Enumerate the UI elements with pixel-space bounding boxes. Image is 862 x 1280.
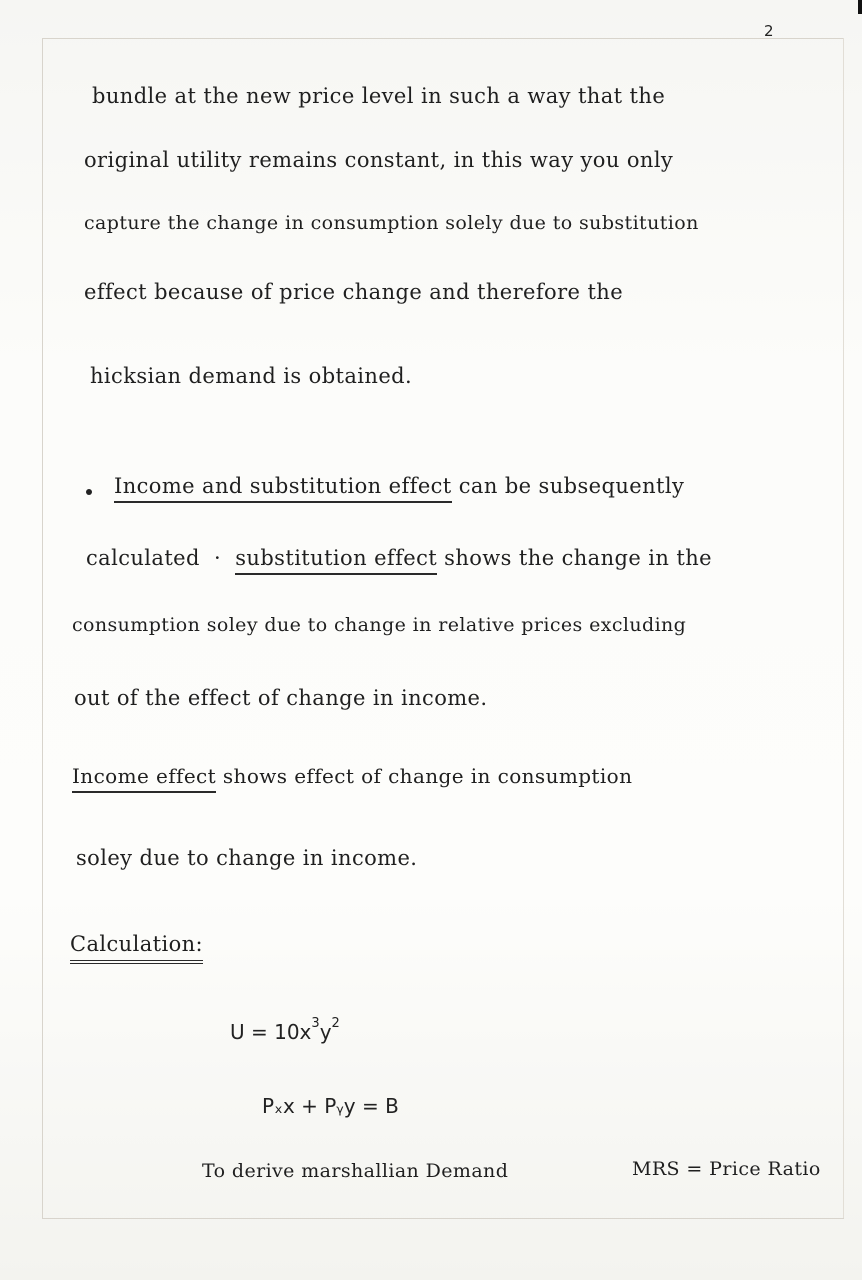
income-effect-line-2: soley due to change in income. bbox=[76, 846, 418, 870]
utility-y: y bbox=[319, 1020, 332, 1044]
mrs-line bbox=[632, 1160, 821, 1179]
utility-equation bbox=[230, 1016, 340, 1044]
calculation-heading: Calculation: bbox=[70, 932, 203, 964]
page-top-rule bbox=[42, 38, 844, 39]
calculation-heading-line bbox=[70, 934, 203, 955]
substitution-line-3: out of the effect of change in income. bbox=[74, 686, 488, 710]
marshallian-text: To derive marshallian Demand bbox=[202, 1160, 509, 1182]
bullet-icon bbox=[86, 489, 92, 495]
page-margin-line bbox=[42, 38, 43, 1218]
calculated-line bbox=[86, 548, 712, 569]
bullet-line bbox=[114, 476, 684, 497]
inline-bullet-icon: · bbox=[206, 546, 229, 570]
text-line-1: bundle at the new price level in such a way that the bbox=[92, 84, 666, 108]
income-effect-line bbox=[72, 766, 632, 786]
calculated-word: calculated bbox=[86, 546, 200, 570]
text-line-2: original utility remains constant, in this way you only bbox=[84, 148, 674, 172]
income-effect-label: Income effect bbox=[72, 764, 216, 793]
substitution-effect-label: substitution effect bbox=[235, 546, 437, 575]
utility-exponent-y: 2 bbox=[331, 1016, 340, 1032]
text-line-5: hicksian demand is obtained. bbox=[90, 364, 413, 388]
page-number: 2 bbox=[764, 22, 774, 40]
utility-lhs: U = 10x bbox=[230, 1020, 312, 1044]
page-right-line bbox=[843, 38, 844, 1218]
mrs-text: MRS = Price Ratio bbox=[632, 1158, 821, 1180]
income-effect-rest: shows effect of change in consumption bbox=[222, 764, 633, 788]
bullet-heading-rest: can be subsequently bbox=[458, 474, 685, 498]
marshallian-line bbox=[202, 1162, 508, 1181]
budget-constraint: Pₓx + Pᵧy = B bbox=[262, 1094, 399, 1118]
text-line-4: effect because of price change and therefore the bbox=[84, 280, 624, 304]
corner-mark bbox=[858, 0, 862, 14]
page-bottom-rule bbox=[42, 1218, 844, 1219]
text-line-3: capture the change in consumption solely due to substitution bbox=[84, 212, 699, 234]
bullet-heading: Income and substitution effect bbox=[114, 474, 452, 503]
substitution-effect-rest: shows the change in the bbox=[444, 546, 712, 570]
substitution-line-2: consumption soley due to change in relative prices excluding bbox=[72, 614, 687, 636]
utility-exponent-x: 3 bbox=[311, 1016, 320, 1032]
